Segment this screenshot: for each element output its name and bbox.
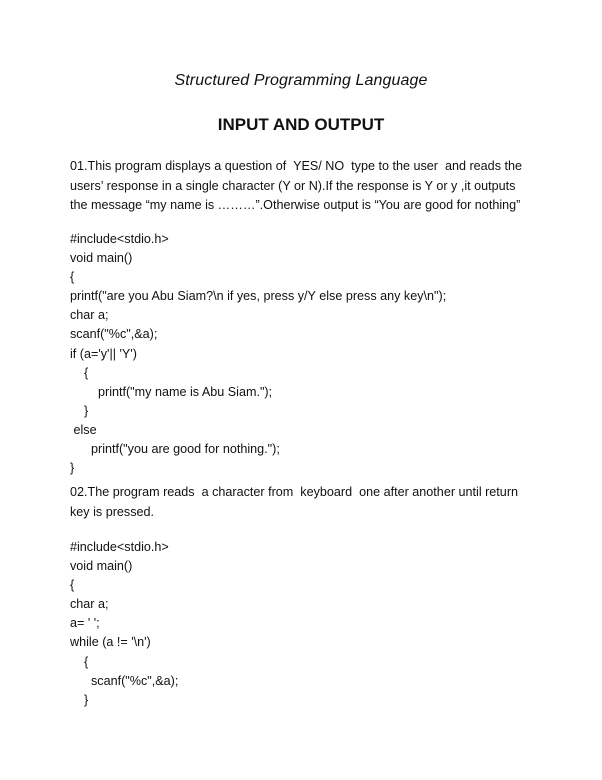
section-1-description-line: 01.This program displays a question of YES/ NO type to the user and reads the: [70, 159, 522, 173]
document-subtitle: Structured Programming Language: [174, 72, 428, 89]
section-2-description-line: key is pressed.: [70, 504, 154, 519]
code-line: {: [70, 270, 75, 285]
code-line: if (a='y'|| 'Y'): [70, 346, 137, 361]
document-title: [0, 115, 602, 135]
code-line: else: [70, 422, 97, 437]
code-line: }: [70, 692, 89, 707]
section-2-code: [70, 538, 178, 710]
code-line: }: [70, 403, 89, 418]
section-2-description: [70, 483, 540, 522]
code-line: }: [70, 461, 75, 476]
code-line: #include<stdio.h>: [70, 232, 169, 246]
code-line: char a;: [70, 308, 109, 323]
code-line: scanf("%c",&a);: [70, 327, 158, 342]
code-line: #include<stdio.h>: [70, 540, 169, 554]
section-1-description-line: users’ response in a single character (Y or N).If the response is Y or y ,it outputs: [70, 178, 516, 193]
document-title-text: INPUT AND OUTPUT: [217, 115, 385, 134]
code-line: {: [70, 578, 75, 593]
section-2-description-line: 02.The program reads a character from keyboard one after another until return: [70, 485, 519, 499]
section-1-description: [70, 157, 540, 216]
code-line: {: [70, 654, 89, 669]
code-line: void main(): [70, 559, 133, 574]
code-line: while (a != '\n'): [70, 635, 151, 650]
code-line: char a;: [70, 597, 109, 612]
code-line: printf("my name is Abu Siam.");: [70, 384, 273, 399]
code-line: void main(): [70, 251, 133, 266]
code-line: printf("you are good for nothing.");: [70, 442, 280, 457]
code-line: a= ' ';: [70, 616, 100, 631]
code-line: printf("are you Abu Siam?\n if yes, press y/Y else press any key\n");: [70, 289, 447, 304]
section-1-description-line: the message “my name is ………”.Otherwise output is “You are good for nothing”: [70, 198, 521, 212]
section-1-code: [70, 230, 446, 478]
code-line: scanf("%c",&a);: [70, 673, 179, 688]
code-line: {: [70, 365, 89, 380]
